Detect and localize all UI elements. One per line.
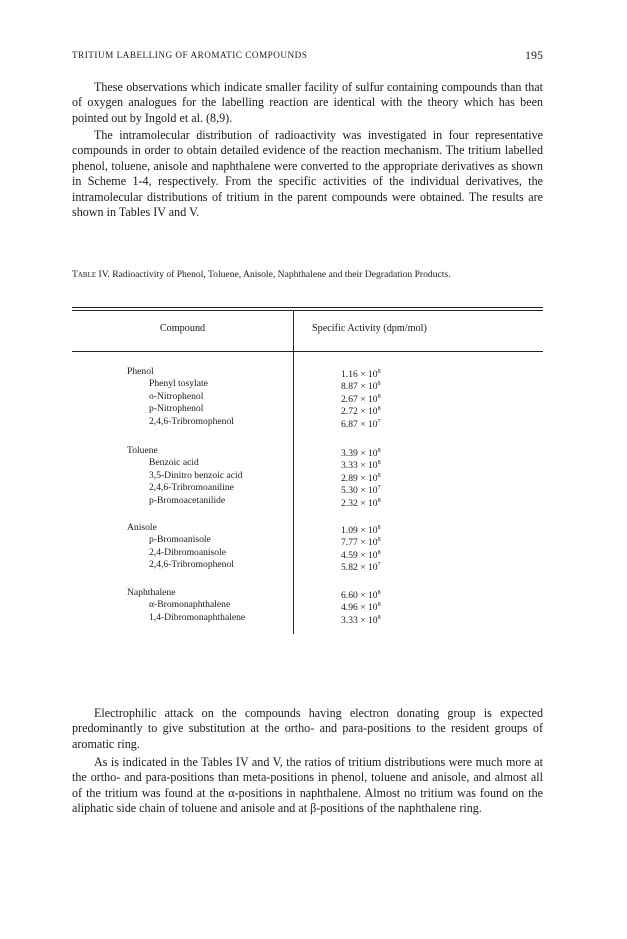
specific-activity: $6.60 \times 10^8$ <box>341 590 381 601</box>
specific-activity: $5.82 \times 10^7$ <box>341 562 381 574</box>
table-row <box>127 522 457 534</box>
table-row <box>127 547 457 559</box>
compound-group-naphthalene <box>127 587 457 624</box>
compound-name: 2,4,6-Tribromophenol <box>149 559 234 571</box>
compound-group-phenol <box>127 366 457 428</box>
compound-name: Naphthalene <box>127 587 176 598</box>
table-row <box>127 391 457 403</box>
paragraph-3: Electrophilic attack on the compounds having electron donating group is expected predominantly to give substitution at the ortho- and para-positions to the resident groups of aromatic ring. <box>72 706 543 751</box>
table-row <box>127 470 457 482</box>
running-title: TRITIUM LABELLING OF AROMATIC COMPOUNDS <box>72 50 308 60</box>
compound-name: p-Bromoacetanilide <box>149 494 226 506</box>
table-row <box>127 587 457 599</box>
specific-activity: $4.59 \times 10^8$ <box>341 549 381 561</box>
table-top-rule-inner <box>72 310 543 311</box>
table-row <box>127 495 457 507</box>
column-header-activity: Specific Activity (dpm/mol) <box>312 323 427 334</box>
specific-activity: $2.32 \times 10^8$ <box>341 497 381 509</box>
specific-activity: $3.33 \times 10^8$ <box>341 460 381 472</box>
table-row <box>127 366 457 378</box>
specific-activity: $3.39 \times 10^8$ <box>341 448 381 459</box>
table-header-divider <box>293 311 294 351</box>
specific-activity: $1.16 \times 10^8$ <box>341 369 381 380</box>
compound-group-anisole <box>127 522 457 572</box>
specific-activity: $2.89 \times 10^8$ <box>341 472 381 484</box>
specific-activity: $2.67 \times 10^8$ <box>341 393 381 405</box>
table-row <box>127 445 457 457</box>
compound-name: α-Bromonaphthalene <box>149 599 231 611</box>
table-row <box>127 457 457 472</box>
page-number: 195 <box>525 48 543 62</box>
table-caption-text: Radioactivity of Phenol, Toluene, Anisole, Naphthalene and their Degradation Products. <box>112 269 451 280</box>
table-caption <box>72 268 543 281</box>
table-row <box>127 612 457 624</box>
compound-name: 3,5-Dinitro benzoic acid <box>149 469 243 481</box>
compound-name: Phenyl tosylate <box>149 378 208 390</box>
specific-activity: $1.09 \times 10^8$ <box>341 525 381 536</box>
table-header-rule <box>72 351 543 352</box>
compound-name: 2,4,6-Tribromoaniline <box>149 482 234 494</box>
specific-activity: $8.87 \times 10^8$ <box>341 381 381 393</box>
compound-name: Phenol <box>127 366 154 377</box>
compound-name: o-Nitrophenol <box>149 390 204 402</box>
compound-name: Toluene <box>127 445 158 456</box>
table-row <box>127 559 457 574</box>
compound-name: 2,4-Dibromoanisole <box>149 546 227 558</box>
table-row <box>127 416 457 428</box>
compound-name: Benzoic acid <box>149 457 199 469</box>
compound-name: p-Bromoanisole <box>149 534 211 546</box>
page-header <box>72 50 543 64</box>
table-row <box>127 378 457 393</box>
compound-name: 2,4,6-Tribromophenol <box>149 415 234 427</box>
column-header-compound: Compound <box>159 323 206 334</box>
paragraph-4: As is indicated in the Tables IV and V, the ratios of tritium distributions were much more at the ortho- and para-positions than meta-positions in phenol, toluene and anisole, and almost all of the tritium was found at the α-positions in naphthalene. Almost no tritium was found on the aliphatic side chain of toluene and anisole and at β-positions of the naphthalene ring. <box>72 755 543 816</box>
table-row <box>127 482 457 497</box>
specific-activity: $2.72 \times 10^8$ <box>341 406 381 418</box>
table-row <box>127 599 457 614</box>
compound-name: 1,4-Dibromonaphthalene <box>149 611 246 623</box>
table-label: Table IV. <box>72 269 110 280</box>
compound-group-toluene <box>127 445 457 507</box>
compound-name: Anisole <box>127 522 157 533</box>
specific-activity: $6.87 \times 10^7$ <box>341 418 381 430</box>
table-row <box>127 534 457 549</box>
specific-activity: $3.33 \times 10^8$ <box>341 614 381 626</box>
paragraph-1: These observations which indicate smaller facility of sulfur containing compounds than that of oxygen analogues for the labelling reaction are identical with the theory which has been pointed out by Ingold et al. (8,9). <box>72 80 543 125</box>
table-row <box>127 403 457 418</box>
specific-activity: $4.96 \times 10^8$ <box>341 602 381 614</box>
table-top-rule <box>72 307 543 308</box>
compound-name: p-Nitrophenol <box>149 403 204 415</box>
paragraph-2: The intramolecular distribution of radioactivity was investigated in four representative compounds in order to obtain detailed evidence of the reaction mechanism. The tritium labelled phenol, toluene, anisole and naphthalene were converted to the appropriate derivatives as shown in Scheme 1-4, respectively. From the specific activities of the individual derivatives, the intramolecular distributions of tritium in the parent compounds were obtained. The results are shown in Tables IV and V. <box>72 128 543 220</box>
specific-activity: $7.77 \times 10^8$ <box>341 537 381 549</box>
specific-activity: $5.30 \times 10^7$ <box>341 485 381 497</box>
